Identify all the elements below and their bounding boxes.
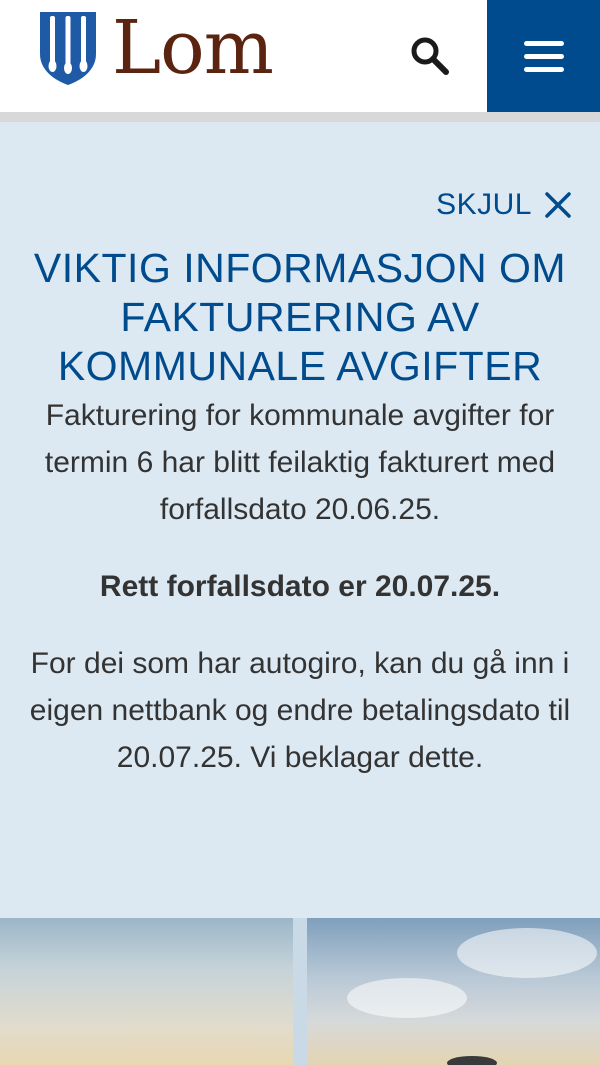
coat-of-arms-icon[interactable]: [38, 10, 98, 86]
site-name[interactable]: Lom: [112, 5, 273, 91]
hide-label: SKJUL: [436, 188, 532, 221]
notice-body: [25, 392, 575, 781]
menu-button[interactable]: [487, 0, 600, 112]
search-button[interactable]: [398, 24, 462, 88]
notice-title: VIKTIG INFORMASJON OM FAKTURERING AV KOMMUNALE AVGIFTER: [33, 245, 567, 389]
notice-paragraph-2: Rett forfallsdato er 20.07.25.: [99, 570, 501, 603]
notice-paragraph-3: For dei som har autogiro, kan du gå inn i eigen nettbank og endre betalingsdato til 20.07.25. Vi beklagar dette.: [29, 647, 571, 774]
notice-paragraph-1: Fakturering for kommunale avgifter for termin 6 har blitt feilaktig fakturert med forfallsdato 20.06.25.: [44, 399, 556, 526]
photo-left[interactable]: [0, 918, 293, 1065]
close-icon: [544, 191, 572, 219]
hide-notice-button[interactable]: [436, 188, 572, 222]
search-icon: [409, 35, 451, 77]
header-divider: [0, 112, 600, 122]
photo-right[interactable]: [307, 918, 600, 1065]
site-header: [0, 0, 600, 112]
hamburger-menu-icon: [524, 38, 564, 74]
photo-strip: [0, 918, 600, 1065]
info-notice: [0, 122, 600, 918]
